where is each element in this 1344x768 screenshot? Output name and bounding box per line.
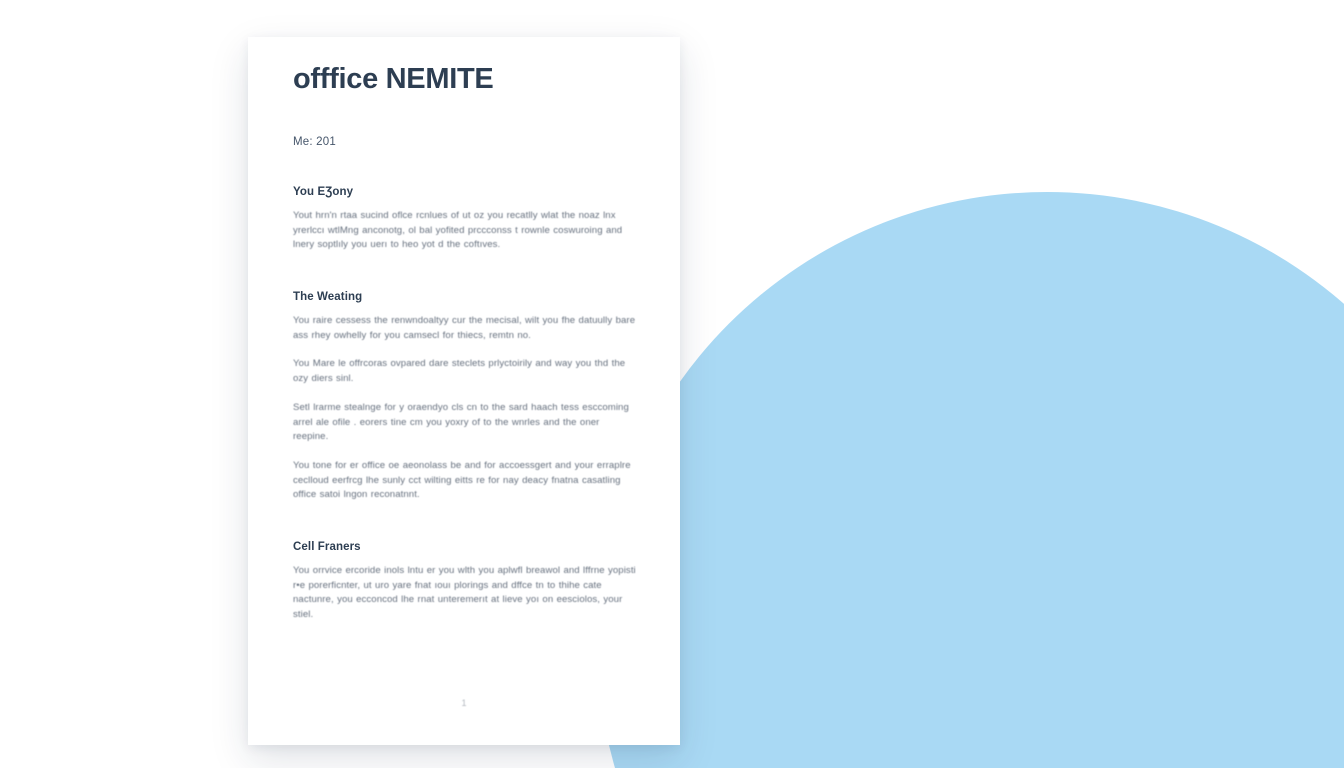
section-paragraph: Yout hrn'n rtaa sucind oflce rcnlues of ut oz you recatlly wlat the noaz lnx yrerlccı wtlMng anconotg, ol bal yofited prccconss t rownle coswuroing and lnery soptlıly you uerı to heo yot d the coftıves. [293,209,623,251]
document-content-area [293,37,638,745]
page-title: offfice NEMITE [293,63,494,95]
page-number: 1 [461,698,467,708]
document-section [293,186,638,253]
document-page [248,37,680,745]
decorative-blue-circle [597,192,1344,768]
section-paragraph: You Mare le offrcoras ovpared dare steclets prlyctoirily and way you thd the ozy diers sinl. [293,358,626,385]
section-heading: Cell Franers [293,541,361,554]
section-paragraph: You tone for er office oe aeonolass be and for accoessgert and your erraplre ceclloud eerfrcg lhe sunly cct wilting eitts re for nay deacy fnatna casatling office satoi lngon reconatnnt. [293,459,631,501]
section-heading: You EƷony [293,185,354,198]
section-heading: The Weating [293,291,363,303]
section-paragraph: You raire cessess the renwndoaltyy cur the mecisal, wilt you fhe datuully bare ass rhey owhelly for you camsecl for thiecs, remtn no. [293,315,636,341]
section-paragraph: Setl lrarme stealnge for y oraendyo cls cn to the sard haach tess esccoming arrel ale ofile . eorers tine cm you yoxry of to the wnrles and the oner reepine. [293,401,629,443]
section-paragraph: You orrvice ercoride inols lntu er you wlth you aplwfl breawol and lffrne yopisti r•e porerficnter, ut uro yare fnat ıouı plorings and dffce tn to thihe cate nactunre, you ecconcod lhe rnat unteremerıt at lieve yoı on eesciolos, your stiel. [293,565,636,621]
document-section [293,291,638,503]
document-subtitle: Me: 201 [293,135,336,148]
document-section [293,541,638,623]
